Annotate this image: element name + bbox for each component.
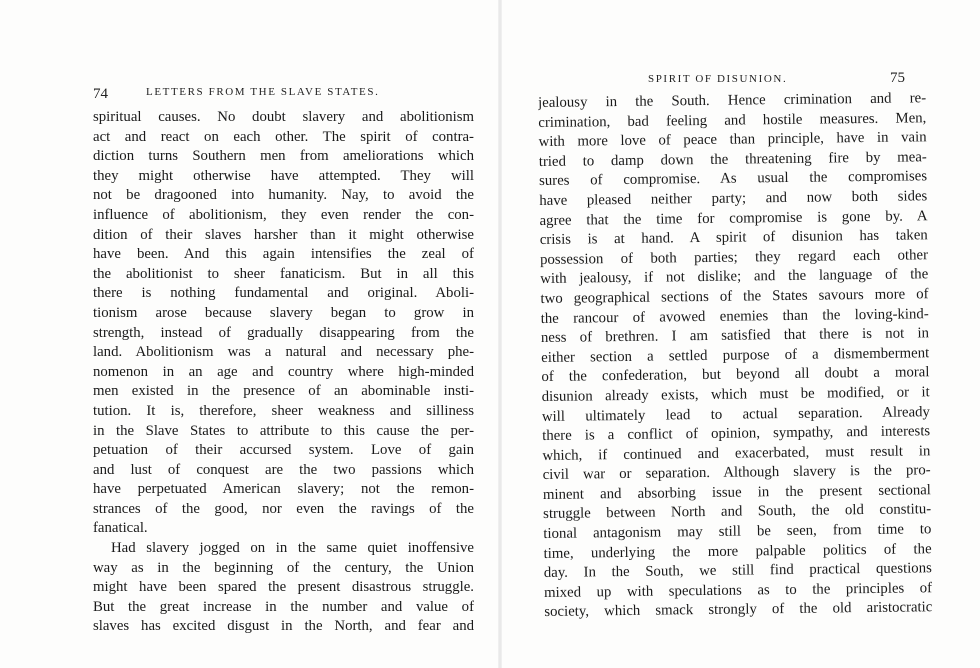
body-text — [538, 89, 932, 623]
text-line: the abolitionist to sheer fanaticism. But in all this — [93, 265, 474, 282]
text-line: civil war or separation. Although slavery is the pro- — [542, 462, 931, 484]
text-line: might have been spared the present disastrous struggle. — [93, 579, 474, 596]
text-line: in the Slave States to attribute to this cause the per- — [93, 422, 474, 439]
text-line: tried to damp down the threatening fire by mea- — [538, 149, 927, 170]
text-line: tution. It is, therefore, sheer weakness and silliness — [93, 402, 474, 419]
text-line: there is nothing fundamental and original. Aboli- — [93, 285, 474, 302]
text-line: the rancour of avowed enemies than the loving-kind- — [540, 305, 929, 327]
text-line: ness of brethren. I am satisfied that there is not in — [540, 325, 930, 347]
text-line: influence of abolitionism, they even render the con- — [93, 206, 474, 223]
text-line: will ultimately lead to actual separation. Already — [541, 403, 931, 425]
text-line: either section a settled purpose of a dismemberment — [541, 344, 930, 366]
text-line: strength, instead of gradually disappearing from the — [93, 324, 474, 341]
text-line: which, if continued and exacerbated, must result in — [542, 442, 931, 464]
text-line: minent and absorbing issue in the present sectional — [542, 482, 931, 503]
right-page — [500, 0, 980, 668]
text-line: two geographical sections of the States savours more of — [540, 286, 929, 307]
text-line: act and react on each other. The spirit of contra- — [93, 128, 474, 145]
text-line: Had slavery jogged on in the same quiet inoffensive — [111, 540, 474, 557]
page-number: 75 — [890, 70, 905, 86]
text-line: they might otherwise have attempted. They will — [93, 167, 474, 184]
text-line: way as in the beginning of the century, the Union — [93, 559, 474, 576]
text-line: nomenon in an age and country where high-minded — [93, 363, 474, 380]
text-line: land. Abolitionism was a natural and necessary phe- — [93, 344, 474, 361]
text-line: have pleased neither party; and now both sides — [539, 188, 928, 209]
text-line: possession of both parties; they regard each other — [539, 246, 929, 268]
text-line: time, underlying the more palpable politics of the — [543, 540, 932, 562]
text-line: agree that the time for compromise is gone by. A — [539, 207, 928, 229]
text-line: crisis is at hand. A spirit of disunion has taken — [539, 227, 928, 249]
text-line: men existed in the presence of an abominable insti- — [93, 383, 474, 400]
text-line: sures of compromise. As usual the compromises — [538, 168, 928, 190]
text-line: society, which smack strongly of the old aristocratic — [544, 599, 933, 621]
text-line: have perpetuated American slavery; not the remon- — [93, 481, 474, 498]
running-header: LETTERS FROM THE SLAVE STATES. — [146, 86, 380, 98]
text-line: tionism arose because slavery began to grow in — [93, 304, 474, 321]
text-line: strances of the good, nor even the ravings of the — [93, 500, 474, 517]
body-text — [93, 108, 474, 637]
text-line: jealousy in the South. Hence crimination and re- — [538, 90, 927, 111]
text-line: But the great increase in the number and value of — [93, 598, 474, 615]
text-line: disunion already exists, which must be modified, or it — [541, 384, 930, 405]
text-line: with more love of peace than principle, have in vain — [538, 129, 927, 151]
text-line: dition of their slaves harsher than it might otherwise — [93, 226, 474, 243]
text-line: diction turns Southern men from ameliorations which — [93, 148, 474, 165]
text-line: with jealousy, if not dislike; and the language of the — [540, 266, 929, 288]
text-line: mixed up with speculations as to the principles of — [543, 580, 933, 601]
text-line: spiritual causes. No doubt slavery and abolitionism — [93, 109, 474, 125]
text-line: crimination, bad feeling and hostile measures. Men, — [538, 109, 927, 131]
text-line: slaves has excited disgust in the North, and fear and — [93, 618, 474, 635]
text-line: struggle between North and South, the old constitu- — [543, 501, 932, 523]
text-line: have been. And this again intensifies the zeal of — [93, 246, 474, 263]
text-line: tional antagonism may still be seen, from time to — [543, 521, 932, 543]
text-line: not be dragooned into humanity. Nay, to avoid the — [93, 187, 474, 204]
text-line: of the confederation, but beyond all doubt a moral — [541, 364, 930, 386]
text-line: there is a conflict of opinion, sympathy, and interests — [542, 423, 931, 445]
running-header: SPIRIT OF DISUNION. — [648, 73, 788, 85]
text-line: petuation of their accursed system. Love of gain — [93, 442, 474, 459]
text-line: fanatical. — [93, 520, 148, 537]
text-line: and lust of conquest are the two passions which — [93, 461, 474, 478]
page-number: 74 — [93, 86, 108, 102]
text-line: day. In the South, we still find practical questions — [543, 560, 932, 582]
